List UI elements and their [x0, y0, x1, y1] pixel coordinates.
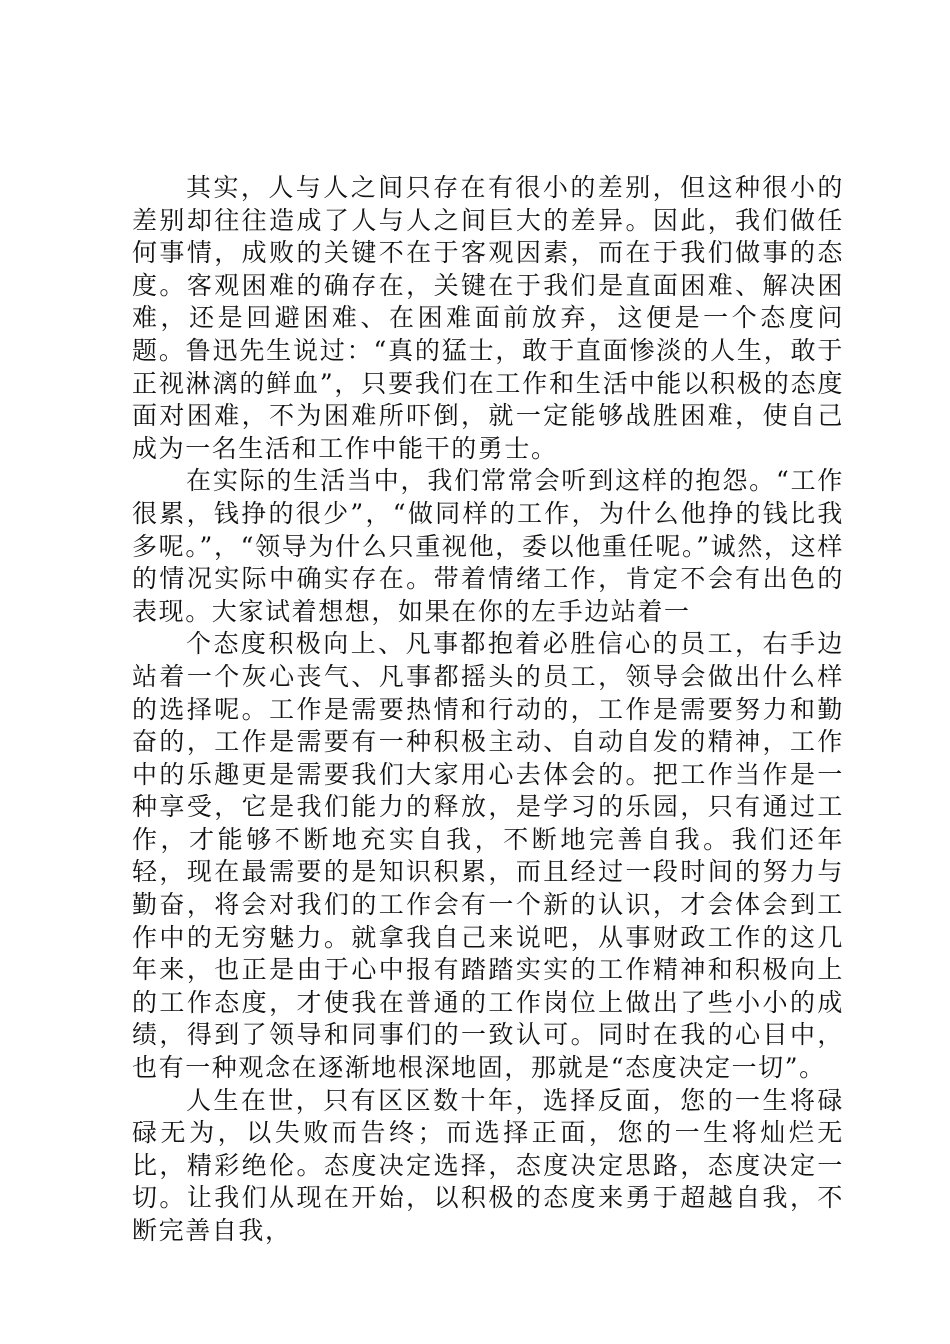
- document-body: [132, 172, 844, 1248]
- paragraph-1: 其实，人与人之间只存在有很小的差别，但这种很小的差别却往往造成了人与人之间巨大的差异。因此，我们做任何事情，成败的关键不在于客观因素，而在于我们做事的态度。客观困难的确存在，关键在于我们是直面困难、解决困难，还是回避困难、在困难面前放弃，这便是一个态度问题。鲁迅先生说过：“真的猛士，敢于直面惨淡的人生，敢于正视淋漓的鲜血”，只要我们在工作和生活中能以积极的态度面对困难，不为困难所吓倒，就一定能够战胜困难，使自己成为一名生活和工作中能干的勇士。: [132, 173, 844, 463]
- paragraph-2: 在实际的生活当中，我们常常会听到这样的抱怨。“工作很累，钱挣的很少”，“做同样的工作，为什么他挣的钱比我多呢。”，“领导为什么只重视他，委以他重任呢。”诚然，这样的情况实际中确实存在。带着情绪工作，肯定不会有出色的表现。大家试着想想，如果在你的左手边站着一: [132, 466, 844, 626]
- paragraph-3: 个态度积极向上、凡事都抱着必胜信心的员工，右手边站着一个灰心丧气、凡事都摇头的员工，领导会做出什么样的选择呢。工作是需要热情和行动的，工作是需要努力和勤奋的，工作是需要有一种积极主动、自动自发的精神，工作中的乐趣更是需要我们大家用心去体会的。把工作当作是一种享受，它是我们能力的释放，是学习的乐园，只有通过工作，才能够不断地充实自我，不断地完善自我。我们还年轻，现在最需要的是知识积累，而且经过一段时间的努力与勤奋，将会对我们的工作会有一个新的认识，才会体会到工作中的无穷魅力。就拿我自己来说吧，从事财政工作的这几年来，也正是由于心中报有踏踏实实的工作精神和积极向上的工作态度，才使我在普通的工作岗位上做出了些小小的成绩，得到了领导和同事们的一致认可。同时在我的心目中，也有一种观念在逐渐地根深地固，那就是“态度决定一切”。: [132, 629, 844, 1083]
- paragraph-4: 人生在世，只有区区数十年，选择反面，您的一生将碌碌无为，以失败而告终；而选择正面，您的一生将灿烂无比，精彩绝伦。态度决定选择，态度决定思路，态度决定一切。让我们从现在开始，以积极的态度来勇于超越自我，不断完善自我，: [132, 1085, 844, 1245]
